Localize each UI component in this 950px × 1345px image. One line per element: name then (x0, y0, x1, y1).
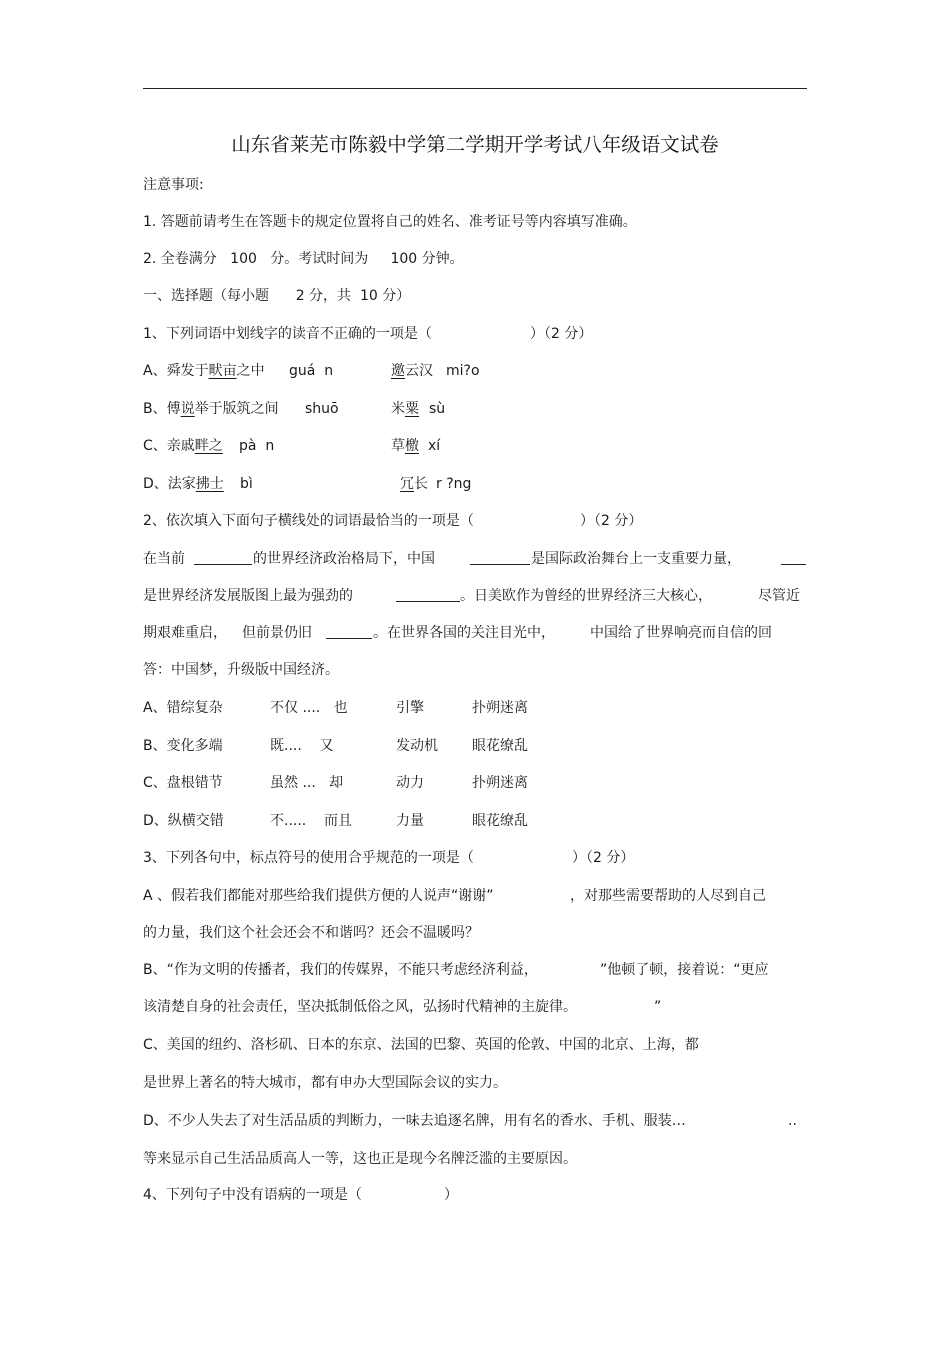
q1-option-b-second (391, 400, 419, 418)
underlined-word: 拂士 (195, 476, 224, 492)
question-4-stem: 4、下列句子中没有语病的一项是（ (143, 1187, 362, 1203)
passage-text: 。日美欧作为曾经的世界经济三大核心， (460, 588, 712, 604)
option-text: A、舜发于 (143, 363, 209, 379)
passage-text: 中国给了世界响亮而自信的回 (590, 625, 772, 641)
option-text: B、傅 (143, 401, 181, 417)
underlined-word: 说 (180, 401, 195, 417)
option-text: 云汉 (405, 363, 433, 379)
q2-option-c: C、盘根错节 (143, 775, 223, 791)
underlined-word: 邀 (391, 363, 405, 379)
question-2-stem: 2、依次填入下面句子横线处的词语最恰当的一项是（ (143, 513, 474, 529)
q2-option-d: D、纵横交错 (143, 813, 224, 829)
question-4-paren: ） (444, 1187, 458, 1203)
q3-option-c-cont: 是世界上著名的特大城市，都有申办大型国际会议的实力。 (143, 1075, 507, 1091)
option-text: ”他顿了顿，接着说：“更应 (600, 962, 769, 978)
underlined-word: 畔之 (194, 438, 223, 454)
answer-blank (470, 550, 530, 570)
passage-text: 是国际政治舞台上一支重要力量， (531, 551, 741, 567)
option-text: 力量 (396, 813, 424, 829)
option-text: 草 (391, 438, 405, 454)
option-text: 长 (414, 476, 428, 492)
question-2-points: ）（2 分） (580, 513, 643, 529)
option-text: 米 (391, 401, 405, 417)
pinyin: guá n (289, 363, 334, 379)
option-text: 举于版筑之间 (194, 401, 279, 417)
q2-passage-line-2: 是世界经济发展版图上最为强劲的 (143, 588, 353, 604)
q3-option-d-cont: 等来显示自己生活品质高人一等，这也正是现今名牌泛滥的主要原因。 (143, 1151, 577, 1167)
option-text: 扑朔迷离 (472, 775, 528, 791)
option-text: ，对那些需要帮助的人尽到自己 (570, 888, 766, 904)
page-title: 山东省莱芜市陈毅中学第二学期开学考试八年级语文试卷 (231, 133, 719, 156)
option-text: 虽然 ... 却 (270, 775, 344, 791)
q3-option-d: D、不少人失去了对生活品质的判断力，一味去追逐名牌，用有名的香水、手机、服装… (143, 1113, 686, 1129)
option-text: 动力 (396, 775, 424, 791)
question-3-stem: 3、下列各句中，标点符号的使用合乎规范的一项是（ (143, 850, 474, 866)
notice-item-1: 1. 答题前请考生在答题卡的规定位置将自己的姓名、准考证号等内容填写准确。 (143, 214, 637, 230)
section-heading-choice: 一、选择题（每小题 2 分，共 10 分） (143, 288, 411, 304)
option-text: 扑朔迷离 (472, 700, 528, 716)
option-text: 不仅 .... 也 (270, 700, 348, 716)
question-1-points: ）（2 分） (530, 326, 593, 342)
q1-option-b (143, 400, 279, 418)
option-text: D、法家 (143, 476, 196, 492)
pinyin: bì (240, 476, 253, 492)
passage-text: 但前景仍旧 (242, 625, 312, 641)
notice-item-2: 2. 全卷满分 100 分。考试时间为 100 分钟。 (143, 251, 464, 267)
option-text: 既.... 又 (270, 738, 334, 754)
q1-option-a (143, 362, 265, 380)
q3-option-c: C、美国的纽约、洛杉矶、日本的东京、法国的巴黎、英国的伦敦、中国的北京、上海，都 (143, 1037, 699, 1053)
underlined-word: 檄 (405, 438, 419, 454)
pinyin: xí (428, 438, 441, 454)
pinyin: shuō (305, 401, 339, 417)
underlined-word: 畎亩 (208, 363, 237, 379)
option-text: 之中 (236, 363, 265, 379)
q1-option-c-second (391, 437, 419, 455)
answer-blank (781, 550, 806, 570)
pinyin: sù (429, 401, 446, 417)
pinyin: mi?o (446, 363, 480, 379)
pinyin: r ?ng (436, 476, 472, 492)
option-text: ” (654, 999, 662, 1015)
passage-text: 的世界经济政治格局下，中国 (253, 551, 435, 567)
passage-text: 尽管近 (758, 588, 800, 604)
option-text: 引擎 (396, 700, 424, 716)
q3-option-a-cont: 的力量，我们这个社会还会不和谐吗？还会不温暖吗？ (143, 925, 479, 941)
question-1-stem: 1、下列词语中划线字的读音不正确的一项是（ (143, 326, 432, 342)
option-text: C、亲戚 (143, 438, 195, 454)
q2-passage-line-1: 在当前 (143, 551, 185, 567)
q1-option-a-second (391, 362, 433, 380)
q2-passage-line-4: 答：中国梦，升级版中国经济。 (143, 662, 339, 678)
passage-text: 。在世界各国的关注目光中， (373, 625, 555, 641)
option-text: 眼花缭乱 (472, 738, 528, 754)
option-text: 不..... 而且 (270, 813, 353, 829)
option-text: 发动机 (396, 738, 438, 754)
underlined-word: 粟 (405, 401, 419, 417)
answer-blank (194, 550, 252, 570)
notice-heading: 注意事项: (143, 177, 204, 193)
option-text: 眼花缭乱 (472, 813, 528, 829)
question-3-points: ）（2 分） (572, 850, 635, 866)
q3-option-b-cont: 该清楚自身的社会责任，坚决抵制低俗之风，弘扬时代精神的主旋律。 (143, 999, 577, 1015)
q2-option-a: A、错综复杂 (143, 700, 223, 716)
q2-option-b: B、变化多端 (143, 738, 223, 754)
pinyin: pà n (239, 438, 275, 454)
q3-option-a: A 、假若我们都能对那些给我们提供方便的人说声“谢谢” (143, 888, 494, 904)
header-rule (143, 88, 807, 89)
underlined-word: 冗 (400, 476, 414, 492)
q1-option-d-second (400, 475, 428, 493)
option-text: .. (788, 1113, 797, 1129)
answer-blank (326, 624, 372, 644)
q3-option-b: B、“作为文明的传播者，我们的传媒界，不能只考虑经济利益， (143, 962, 538, 978)
q1-option-d (143, 475, 224, 493)
answer-blank (396, 587, 460, 607)
q1-option-c (143, 437, 223, 455)
q2-passage-line-3: 期艰难重启， (143, 625, 227, 641)
